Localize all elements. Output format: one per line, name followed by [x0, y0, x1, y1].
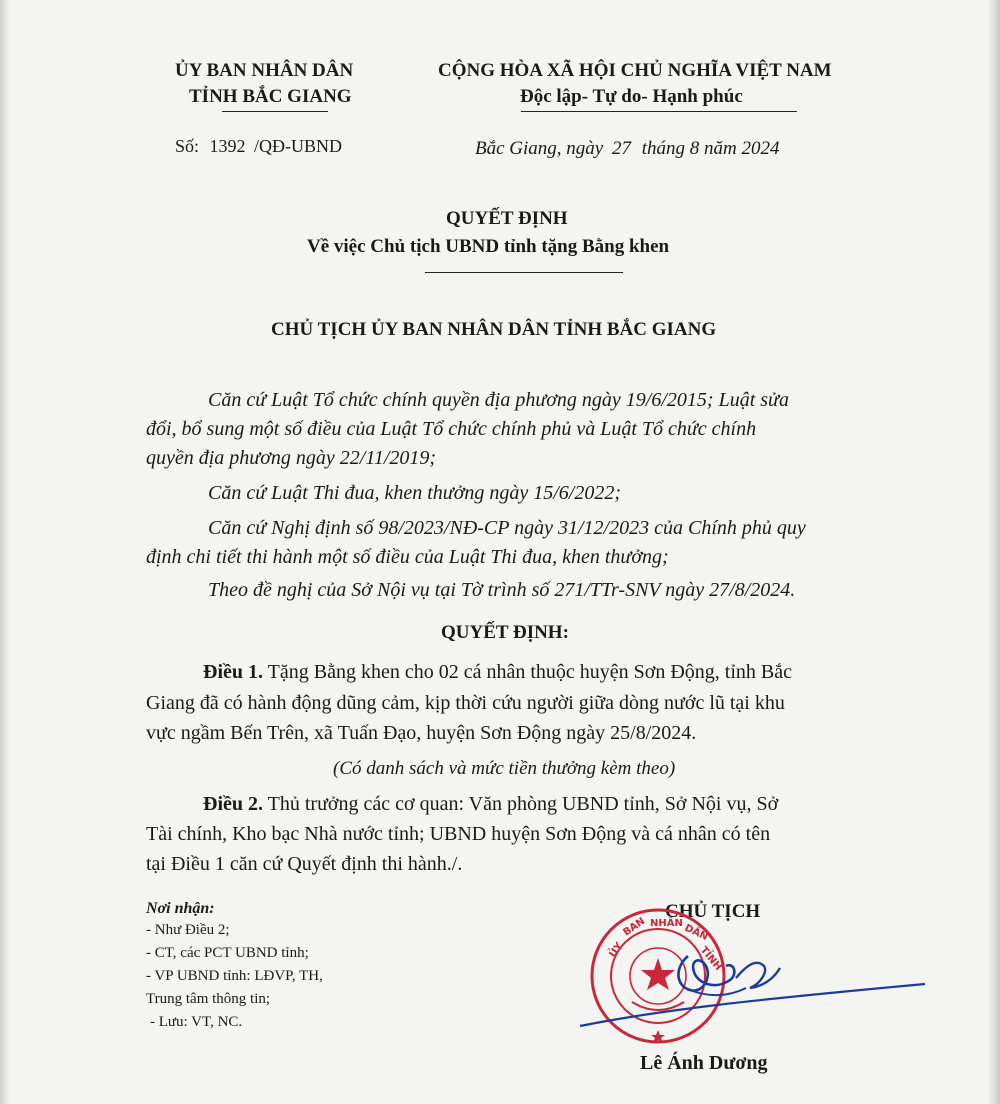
year-label: năm [704, 138, 737, 159]
preamble-2: Căn cứ Luật Thi đua, khen thưởng ngày 15/6/2022; [208, 482, 622, 504]
date-year: 2024 [741, 138, 780, 159]
preamble-1-line3: quyền địa phương ngày 22/11/2019; [146, 447, 437, 469]
svg-text:NHÂN: NHÂN [650, 918, 683, 929]
number-suffix: /QĐ-UBND [254, 136, 343, 156]
preamble-1-line2: đổi, bổ sung một số điều của Luật Tổ chức chính phủ và Luật Tổ chức chính [146, 418, 757, 440]
document-number [175, 136, 342, 157]
date-day: 27 [611, 138, 631, 159]
page-edge-right [988, 0, 1000, 1104]
article2-text1: Thủ trưởng các cơ quan: Văn phòng UBND tỉnh, Sở Nội vụ, Sở [267, 793, 779, 815]
place-date-prefix: Bắc Giang, ngày [475, 138, 604, 159]
article1-text1: Tặng Bằng khen cho 02 cá nhân thuộc huyện Sơn Động, tỉnh Bắc [267, 661, 792, 683]
decision-subtitle: Về việc Chủ tịch UBND tỉnh tặng Bằng khen [307, 236, 670, 257]
place-date [475, 138, 780, 160]
article1-note: (Có danh sách và mức tiền thưởng kèm theo) [333, 758, 676, 779]
number-value: 1392 [209, 136, 246, 156]
agency-underline [222, 111, 328, 112]
decision-heading: QUYẾT ĐỊNH: [441, 622, 569, 643]
svg-text:BAN: BAN [621, 915, 648, 939]
signer-name: Lê Ánh Dương [640, 1052, 768, 1074]
article1-label: Điều 1. [203, 661, 263, 683]
recipient-item: - CT, các PCT UBND tỉnh; [146, 945, 309, 961]
recipient-item: Trung tâm thông tin; [146, 991, 271, 1007]
article1-line3: vực ngầm Bến Trên, xã Tuấn Đạo, huyện Sơn Động ngày 25/8/2024. [146, 722, 697, 744]
article1-line2: Giang đã có hành động dũng cảm, kịp thời cứu người giữa dòng nước lũ tại khu [146, 692, 785, 714]
motto-line2: Độc lập- Tự do- Hạnh phúc [520, 86, 743, 107]
preamble-3-line1: Căn cứ Nghị định số 98/2023/NĐ-CP ngày 31/12/2023 của Chính phủ quy [208, 517, 806, 539]
number-label: Số: [175, 136, 200, 156]
signer-title: CHỦ TỊCH [665, 901, 761, 922]
svg-text:TỈNH: TỈNH [697, 944, 724, 973]
article2-line3: tại Điều 1 căn cứ Quyết định thi hành./. [146, 853, 463, 875]
agency-line2: TỈNH BẮC GIANG [189, 86, 352, 107]
svg-text:ỦY: ỦY [607, 940, 626, 960]
recipient-item: - Lưu: VT, NC. [150, 1014, 243, 1030]
recipients-heading: Nơi nhận: [146, 900, 215, 917]
preamble-1-line1: Căn cứ Luật Tổ chức chính quyền địa phương ngày 19/6/2015; Luật sửa [208, 389, 789, 411]
article1-line1 [203, 661, 792, 684]
article2-line1 [203, 793, 778, 816]
recipient-item: - Như Điều 2; [146, 922, 230, 938]
handwritten-signature-icon [570, 938, 930, 1033]
svg-text:DÂN: DÂN [682, 922, 710, 944]
recipient-item: - VP UBND tỉnh: LĐVP, TH, [146, 968, 323, 984]
agency-line1: ỦY BAN NHÂN DÂN [175, 60, 354, 81]
preamble-3-line2: định chi tiết thi hành một số điều của Luật Thi đua, khen thưởng; [146, 546, 669, 568]
article2-label: Điều 2. [203, 793, 263, 815]
month-label: tháng [641, 138, 686, 159]
motto-line1: CỘNG HÒA XÃ HỘI CHỦ NGHĨA VIỆT NAM [438, 60, 832, 81]
article2-line2: Tài chính, Kho bạc Nhà nước tỉnh; UBND huyện Sơn Động và cá nhân có tên [146, 823, 771, 845]
title-underline [425, 272, 623, 273]
authority-heading: CHỦ TỊCH ỦY BAN NHÂN DÂN TỈNH BẮC GIANG [271, 319, 717, 340]
motto-underline [521, 111, 797, 112]
preamble-4: Theo đề nghị của Sở Nội vụ tại Tờ trình số 271/TTr-SNV ngày 27/8/2024. [208, 579, 796, 601]
date-month: 8 [689, 138, 700, 159]
page-edge-left [0, 0, 10, 1104]
decision-title: QUYẾT ĐỊNH [446, 208, 568, 229]
